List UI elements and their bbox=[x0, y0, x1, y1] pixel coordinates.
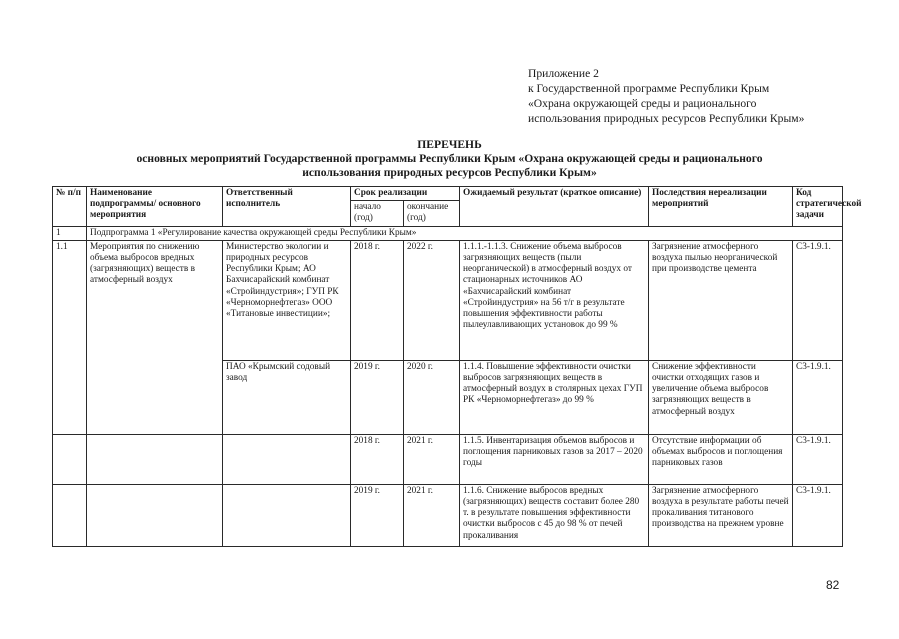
empty-cell bbox=[223, 434, 351, 484]
empty-cell bbox=[223, 484, 351, 546]
empty-cell bbox=[53, 484, 87, 546]
header-result: Ожидаемый результат (краткое описание) bbox=[460, 187, 649, 227]
document-subtitle-line-1: основных мероприятий Государственной программы Республики Крым «Охрана окружающей среды и рационального bbox=[136, 152, 763, 165]
row-end: 2021 г. bbox=[404, 434, 460, 484]
row-result: 1.1.5. Инвентаризация объемов выбросов и поглощения парниковых газов за 2017 – 2020 годы bbox=[460, 434, 649, 484]
appendix-line-4: использования природных ресурсов Республики Крым» bbox=[528, 112, 805, 125]
row-consequences: Загрязнение атмосферного воздуха в результате работы печей прокаливания титанового производства на прежнем уровне bbox=[649, 484, 793, 546]
activity-num: 1.1 bbox=[53, 240, 87, 434]
row-end: 2020 г. bbox=[404, 360, 460, 434]
table-header-row bbox=[53, 187, 843, 201]
row-consequences: Отсутствие информации об объемах выбросов и поглощения парниковых газов bbox=[649, 434, 793, 484]
row-code: С3-1.9.1. bbox=[793, 240, 843, 360]
row-consequences: Загрязнение атмосферного воздуха пылью неорганической при производстве цемента bbox=[649, 240, 793, 360]
table-row bbox=[53, 484, 843, 546]
row-result: 1.1.6. Снижение выбросов вредных (загрязняющих) веществ составит более 280 т. в результате повышения эффективности очистки выбросов с 45 до 98 % от печей прокаливания bbox=[460, 484, 649, 546]
document-title: ПЕРЕЧЕНЬ bbox=[417, 138, 482, 151]
row-result: 1.1.1.-1.1.3. Снижение объема выбросов загрязняющих веществ (пыли неорганической) в атмосферный воздух от стационарных источников АО «Бахчисарайский комбинат «Стройиндустрия» на 56 т/г в результате повышения эффективности работы пылеулавливающих установок до 99 % bbox=[460, 240, 649, 360]
row-code: С3-1.9.1. bbox=[793, 360, 843, 434]
row-start: 2019 г. bbox=[351, 360, 404, 434]
row-end: 2022 г. bbox=[404, 240, 460, 360]
row-start: 2018 г. bbox=[351, 240, 404, 360]
activity-name: Мероприятия по снижению объема выбросов вредных (загрязняющих) веществ в атмосферный воздух bbox=[87, 240, 223, 434]
row-result: 1.1.4. Повышение эффективности очистки выбросов загрязняющих веществ в атмосферный воздух в столярных цехах ГУП РК «Черноморнефтегаз» до 99 % bbox=[460, 360, 649, 434]
appendix-line-3: «Охрана окружающей среды и рационального bbox=[528, 97, 757, 110]
row-start: 2019 г. bbox=[351, 484, 404, 546]
row-code: С3-1.9.1. bbox=[793, 434, 843, 484]
header-code: Код стратегической задачи bbox=[793, 187, 843, 227]
header-executor: Ответственный исполнитель bbox=[223, 187, 351, 227]
subprogram-name: Подпрограмма 1 «Регулирование качества окружающей среды Республики Крым» bbox=[87, 226, 843, 240]
header-name: Наименование подпрограммы/ основного мероприятия bbox=[87, 187, 223, 227]
row-end: 2021 г. bbox=[404, 484, 460, 546]
appendix-block bbox=[528, 66, 888, 126]
row-consequences: Снижение эффективности очистки отходящих газов и увеличение объема выбросов загрязняющих веществ в атмосферный воздух bbox=[649, 360, 793, 434]
activity-executor-a: Министерство экологии и природных ресурсов Республики Крым; АО Бахчисарайский комбинат «Стройиндустрия»; ГУП РК «Черноморнефтегаз» ООО «Титановые инвестиции»; bbox=[223, 240, 351, 360]
appendix-line-1: Приложение 2 bbox=[528, 67, 599, 80]
row-code: С3-1.9.1. bbox=[793, 484, 843, 546]
empty-cell bbox=[87, 434, 223, 484]
row-start: 2018 г. bbox=[351, 434, 404, 484]
table-row bbox=[53, 434, 843, 484]
activities-table bbox=[52, 186, 862, 547]
subprogram-row bbox=[53, 226, 843, 240]
header-num: № п/п bbox=[53, 187, 87, 227]
header-term: Срок реализации bbox=[351, 187, 460, 201]
header-start: начало (год) bbox=[351, 201, 404, 226]
subprogram-num: 1 bbox=[53, 226, 87, 240]
header-consequences: Последствия нереализации мероприятий bbox=[649, 187, 793, 227]
page-number: 82 bbox=[826, 578, 840, 592]
document-subtitle-line-2: использования природных ресурсов Республики Крым» bbox=[302, 166, 597, 179]
table-row bbox=[53, 240, 843, 360]
empty-cell bbox=[53, 434, 87, 484]
appendix-line-2: к Государственной программе Республики Крым bbox=[528, 82, 770, 95]
header-end: окончание (год) bbox=[404, 201, 460, 226]
empty-cell bbox=[87, 484, 223, 546]
activity-executor-b: ПАО «Крымский содовый завод bbox=[223, 360, 351, 434]
